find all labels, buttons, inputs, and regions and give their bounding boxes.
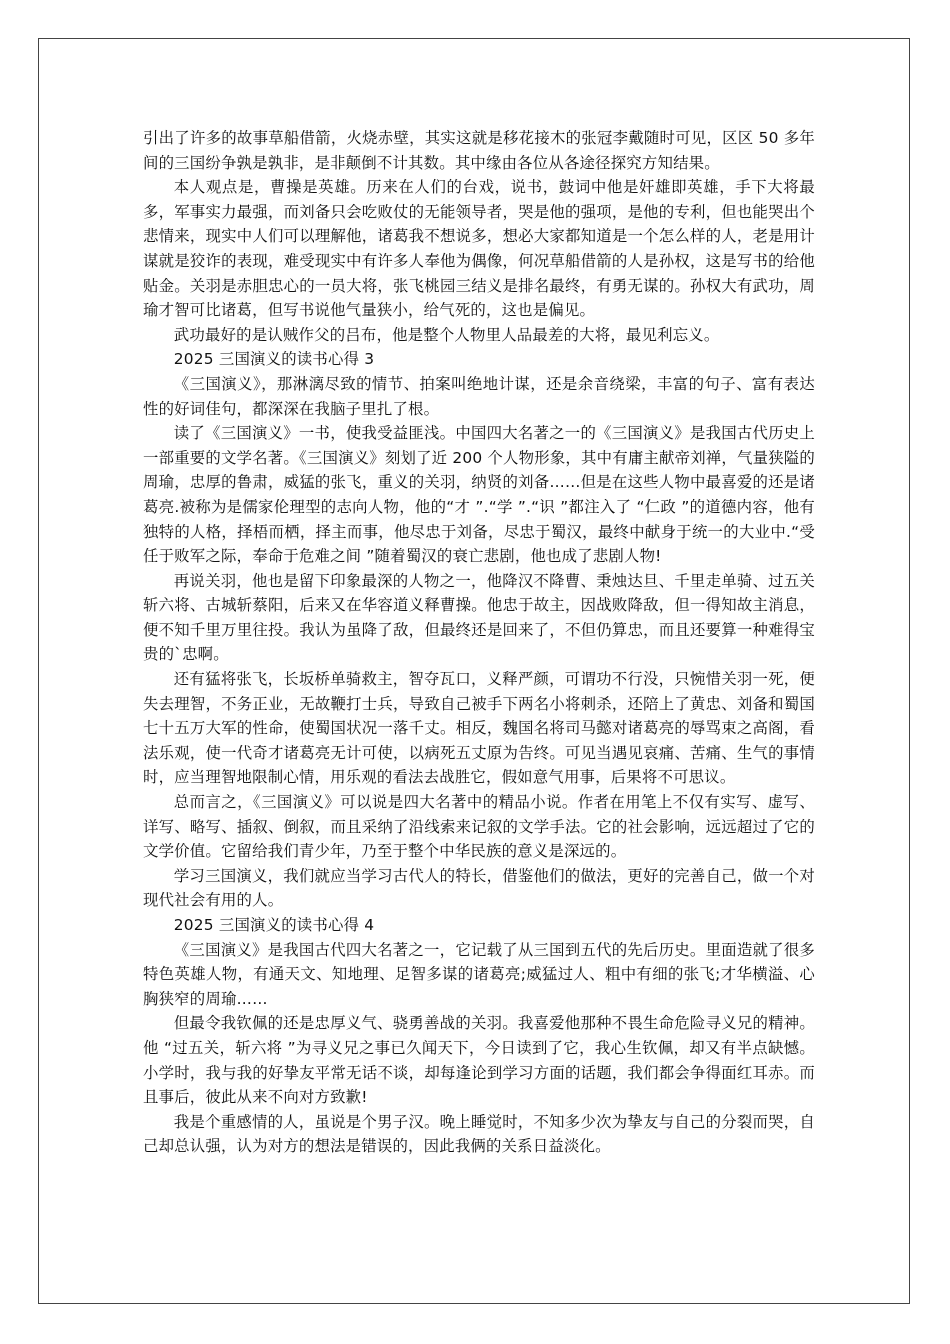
paragraph-continuation: 引出了许多的故事草船借箭，火烧赤壁，其实这就是移花接木的张冠李戴随时可见，区区 50 多年间的三国纷争孰是孰非，是非颠倒不计其数。其中缘由各位从各途径探究方知结果。	[143, 129, 815, 172]
paragraph-intro-4: 《三国演义》是我国古代四大名著之一，它记载了从三国到五代的先后历史。里面造就了很多特色英雄人物，有通天文、知地理、足智多谋的诸葛亮;威猛过人、粗中有细的张飞;才华横溢、心胸狭窄的周瑜……	[143, 940, 815, 1008]
paragraph-intro-3: 《三国演义》，那淋漓尽致的情节、拍案叫绝地计谋，还是余音绕梁，丰富的句子、富有表达性的好词佳句，都深深在我脑子里扎了根。	[143, 374, 815, 418]
paragraph-summary: 总而言之，《三国演义》可以说是四大名著中的精品小说。作者在用笔上不仅有实写、虚写、详写、略写、插叙、倒叙，而且采纳了沿线索来记叙的文学手法。它的社会影响，远远超过了它的文学价值。它留给我们青少年，乃至于整个中华民族的意义是深远的。	[143, 793, 815, 861]
paragraph-guan-yu: 再说关羽，他也是留下印象最深的人物之一，他降汉不降曹、秉烛达旦、千里走单骑、过五关斩六将、古城斩蔡阳，后来又在华容道义释曹操。他忠于故主，因战败降敌，但一得知故主消息，便不知千里万里往投。我认为虽降了敌，但最终还是回来了，不但仍算忠，而且还要算一种难得宝贵的`忠啊。	[143, 571, 815, 664]
paragraph-opinion-cao-cao: 本人观点是，曹操是英雄。历来在人们的台戏，说书，鼓词中他是奸雄即英雄，手下大将最多，军事实力最强，而刘备只会吃败仗的无能领导者，哭是他的强项，是他的专利，但也能哭出个悲情来，现实中人们可以理解他，诸葛我不想说多，想必大家都知道是一个怎么样的人，老是用计谋就是狡诈的表现，难受现实中有许多人奉他为偶像，何况草船借箭的人是孙权，这是写书的给他贴金。关羽是赤胆忠心的一员大将，张飞桃园三结义是排名最终，有勇无谋的。孙权大有武功，周瑜才智可比诸葛，但写书说他气量狭小，给气死的，这也是偏见。	[143, 178, 815, 320]
section-heading-4: 2025 三国演义的读书心得 4	[173, 916, 375, 934]
paragraph-zhang-fei: 还有猛将张飞，长坂桥单骑救主，智夺瓦口，义释严颜，可谓功不行没，只惋惜关羽一死，便失去理智，不务正业，无故鞭打士兵，导致自己被手下两名小将刺杀，还陪上了黄忠、刘备和蜀国七十五万大军的性命，使蜀国状况一落千丈。相反，魏国名将司马懿对诸葛亮的辱骂束之高阁，看法乐观，使一代奇才诸葛亮无计可使，以病死五丈原为告终。可见当遇见哀痛、苦痛、生气的事情时，应当理智地限制心情，用乐观的看法去战胜它，假如意气用事，后果将不可思议。	[143, 670, 815, 787]
paragraph-friendship: 我是个重感情的人，虽说是个男子汉。晚上睡觉时，不知多少次为挚友与自己的分裂而哭，自己却总认强，认为对方的想法是错误的，因此我俩的关系日益淡化。	[143, 1112, 815, 1156]
paragraph-lv-bu: 武功最好的是认贼作父的吕布，他是整个人物里人品最差的大将，最见利忘义。	[173, 325, 720, 344]
document-body	[143, 126, 815, 1159]
paragraph-learning: 学习三国演义，我们就应当学习古代人的特长，借鉴他们的做法，更好的完善自己，做一个对现代社会有用的人。	[143, 866, 815, 910]
section-heading-3: 2025 三国演义的读书心得 3	[173, 350, 375, 369]
paragraph-zhuge-liang: 读了《三国演义》一书，使我受益匪浅。中国四大名著之一的《三国演义》是我国古代历史上一部重要的文学名著。《三国演义》刻划了近 200 个人物形象，其中有庸主献帝刘禅，气量狭隘的周瑜，忠厚的鲁肃，威猛的张飞，重义的关羽，纳贤的刘备……但是在这些人物中最喜爱的还是诸葛亮.被称为是儒家伦理型的志向人物，他的“才 ”.“学 ”.“识 ”都注入了 “仁政 ”的道德内容，他有独特的人格，择梧而栖，择主而事，他尽忠于刘备，尽忠于蜀汉，最终中献身于统一的大业中.“受任于败军之际，奉命于危难之间 ”随着蜀汉的衰亡悲剧，他也成了悲剧人物!	[143, 424, 815, 566]
paragraph-admire-guan-yu: 但最令我钦佩的还是忠厚义气、骁勇善战的关羽。我喜爱他那种不畏生命危险寻义兄的精神。他 “过五关，斩六将 ”为寻义兄之事已久闻天下，今日读到了它，我心生钦佩，却又有半点缺憾。小学时，我与我的好挚友平常无话不谈，却每逢论到学习方面的话题，我们都会争得面红耳赤。而且事后，彼此从来不向对方致歉!	[143, 1014, 815, 1107]
